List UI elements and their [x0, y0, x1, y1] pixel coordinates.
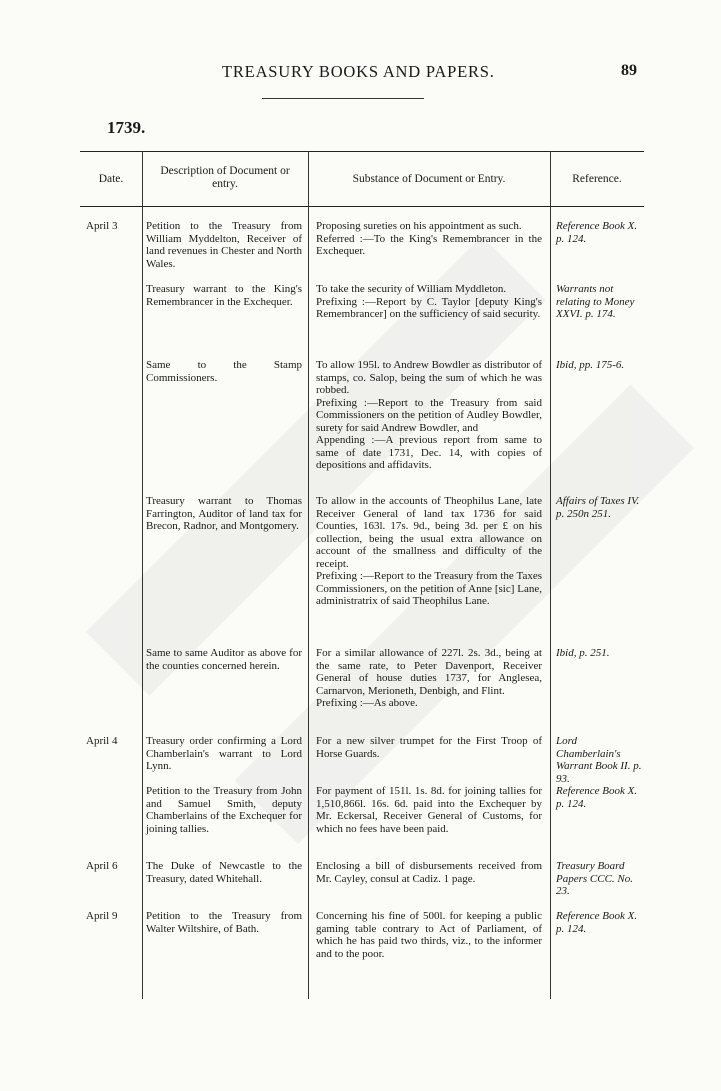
entry-description: Treasury warrant to the King's Remembrancer in the Exchequer. — [146, 283, 302, 308]
column-divider — [550, 151, 551, 999]
entry-substance — [316, 359, 542, 472]
entry-reference: Reference Book X. p. 124. — [556, 220, 638, 245]
substance-line: Concerning his fine of 500l. for keeping a public gaming table contrary to Act of Parliament, of which he has paid two thirds, viz., to the informer and to the poor. — [316, 910, 542, 960]
entry-substance — [316, 785, 542, 835]
entry-substance — [316, 860, 542, 885]
substance-line: Appending :—A previous report from same to same of date 1731, Dec. 14, with copies of depositions and affidavits. — [316, 434, 542, 471]
entry-reference: Ibid, pp. 175-6. — [556, 359, 625, 371]
substance-line: Proposing sureties on his appointment as such. — [316, 220, 522, 232]
substance-line: Prefixing :—Report by C. Taylor [deputy King's Remembrancer] on the sufficiency of said security. — [316, 295, 542, 320]
substance-line: Referred :—To the King's Remembrancer in the Exchequer. — [316, 232, 542, 257]
entry-description: Petition to the Treasury from John and Samuel Smith, deputy Chamberlains of the Exchequer for joining tallies. — [146, 785, 302, 835]
col-header-reference: Reference. — [572, 173, 622, 185]
substance-line: To take the security of William Myddleton. — [316, 283, 507, 295]
entry-description: Treasury warrant to Thomas Farrington, Auditor of land tax for Brecon, Radnor, and Montgomery. — [146, 495, 302, 532]
entry-substance — [316, 647, 542, 710]
substance-line: Enclosing a bill of disbursements received from Mr. Cayley, consul at Cadiz. 1 page. — [316, 860, 542, 885]
col-header-date: Date. — [98, 173, 124, 185]
entry-date: April 3 — [86, 220, 118, 232]
calendar-table — [80, 151, 644, 999]
substance-line: Prefixing :—Report to the Treasury from said Commissioners on the petition of Audley Bowdler, surety for said Andrew Bowdler, and — [316, 396, 542, 434]
entry-description: The Duke of Newcastle to the Treasury, dated Whitehall. — [146, 860, 302, 885]
column-divider — [308, 151, 309, 999]
entry-description: Petition to the Treasury from William Myddelton, Receiver of land revenues in Chester and North Wales. — [146, 220, 302, 270]
entry-substance — [316, 910, 542, 960]
substance-line: Prefixing :—Report to the Treasury from the Taxes Commissioners, on the petition of Anne [sic] Lane, administratrix of said Theophilus Lane. — [316, 570, 542, 607]
entry-substance — [316, 495, 542, 608]
entry-substance — [316, 283, 542, 321]
substance-line: For a similar allowance of 227l. 2s. 3d., being at the same rate, to Peter Davenport, Receiver General of house duties 1737, for Anglesea, Carnarvon, Merioneth, Denbigh, and Flint. — [316, 647, 542, 697]
page-number: 89 — [621, 62, 637, 79]
col-header-description: Description of Document or entry. — [160, 165, 290, 190]
entry-reference: Affairs of Taxes IV. p. 250n 251. — [556, 495, 640, 520]
title-rule — [262, 98, 424, 99]
entry-date: April 4 — [86, 735, 118, 747]
entry-description: Petition to the Treasury from Walter Wiltshire, of Bath. — [146, 910, 302, 935]
entry-date: April 6 — [86, 860, 118, 872]
running-head — [0, 62, 721, 86]
substance-line: For payment of 151l. 1s. 8d. for joining tallies for 1,510,866l. 16s. 6d. paid into the Exchequer by Mr. Eckersal, Receiver General of Customs, for which no fees have been paid. — [316, 785, 542, 835]
entry-reference: Ibid, p. 251. — [556, 647, 610, 659]
entry-description: Same to the Stamp Commissioners. — [146, 359, 302, 384]
entry-reference: Reference Book X. p. 124. — [556, 785, 638, 810]
header-rule — [80, 206, 644, 207]
entry-substance — [316, 220, 542, 258]
entry-substance — [316, 735, 542, 760]
substance-line: To allow in the accounts of Theophilus Lane, late Receiver General of land tax 1736 for said Counties, 163l. 17s. 9d., being 3d. per £ on his collection, being the usual extra allowance on account of the smallness and difficulty of the receipt. — [316, 495, 542, 570]
col-header-substance: Substance of Document or Entry. — [352, 173, 506, 185]
year-heading: 1739. — [107, 118, 146, 137]
table-top-rule — [80, 151, 644, 152]
entry-reference: Treasury Board Papers CCC. No. 23. — [556, 860, 634, 897]
substance-line: To allow 195l. to Andrew Bowdler as distributor of stamps, co. Salop, being the sum of which he was robbed. — [316, 359, 542, 396]
substance-line: Prefixing :—As above. — [316, 697, 418, 709]
entry-date: April 9 — [86, 910, 118, 922]
entry-description: Same to same Auditor as above for the counties concerned herein. — [146, 647, 302, 672]
entry-reference: Warrants not relating to Money XXVI. p. 174. — [556, 283, 635, 320]
substance-line: For a new silver trumpet for the First Troop of Horse Guards. — [316, 735, 542, 760]
entry-description: Treasury order confirming a Lord Chamberlain's warrant to Lord Lynn. — [146, 735, 302, 772]
entry-reference: Lord Chamberlain's Warrant Book II. p. 93. — [556, 735, 642, 785]
column-divider — [142, 151, 143, 999]
entry-reference: Reference Book X. p. 124. — [556, 910, 638, 935]
running-title: TREASURY BOOKS AND PAPERS. — [222, 62, 495, 81]
